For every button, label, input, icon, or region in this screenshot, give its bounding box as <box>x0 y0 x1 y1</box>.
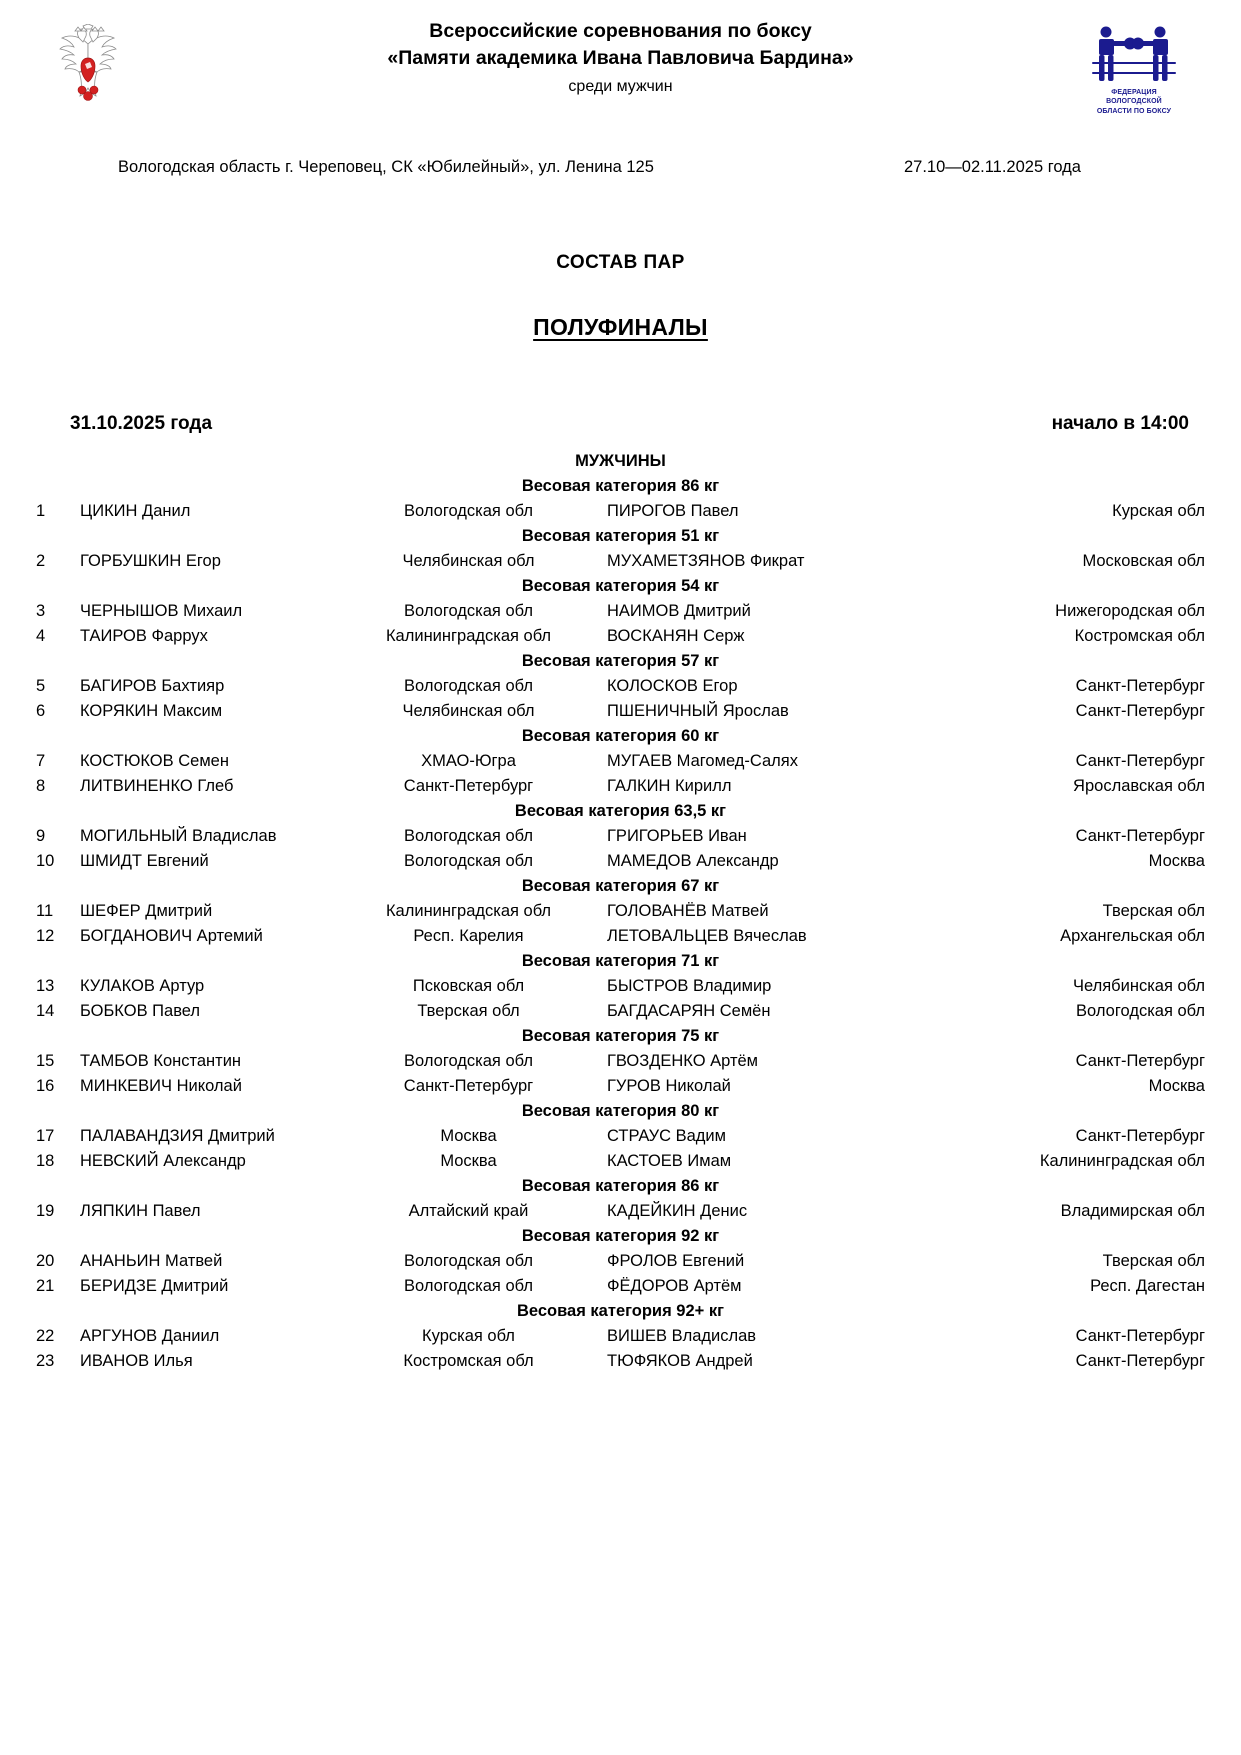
bout-number: 18 <box>36 1152 55 1170</box>
blue-corner-boxer-name: ВОСКАНЯН Серж <box>607 627 745 645</box>
blue-corner-boxer-name: ГРИГОРЬЕВ Иван <box>607 827 747 845</box>
bout-row <box>36 1074 1205 1099</box>
bout-list <box>0 474 1241 1374</box>
competition-subtitle: среди мужчин <box>568 78 673 95</box>
bout-row <box>36 924 1205 949</box>
federation-caption-line-3: ОБЛАСТИ ПО БОКСУ <box>1096 107 1172 115</box>
session-date: 31.10.2025 года <box>70 413 213 434</box>
weight-category-heading: Весовая категория 86 кг <box>521 477 720 495</box>
blue-corner-region: Тверская обл <box>1102 1252 1205 1270</box>
bout-number: 1 <box>36 502 46 520</box>
session-date-row <box>0 413 1241 441</box>
red-corner-boxer-name: ЛЯПКИН Павел <box>80 1202 201 1220</box>
bout-number: 2 <box>36 552 46 570</box>
blue-corner-region: Санкт-Петербург <box>1075 1127 1205 1145</box>
bout-row <box>36 849 1205 874</box>
blue-corner-boxer-name: ФЁДОРОВ Артём <box>607 1277 742 1295</box>
bout-number: 19 <box>36 1202 55 1220</box>
red-corner-region: Вологодская обл <box>404 1277 533 1295</box>
red-corner-boxer-name: МОГИЛЬНЫЙ Владислав <box>80 827 277 845</box>
blue-corner-boxer-name: ПШЕНИЧНЫЙ Ярослав <box>607 702 789 720</box>
red-corner-region: Вологодская обл <box>404 602 533 620</box>
red-corner-region: Челябинская обл <box>402 552 535 570</box>
bout-number: 20 <box>36 1252 55 1270</box>
bout-row <box>36 1199 1205 1224</box>
weight-category-heading: Весовая категория 60 кг <box>521 727 720 745</box>
red-corner-region: Респ. Карелия <box>413 927 524 945</box>
blue-corner-region: Вологодская обл <box>1076 1002 1205 1020</box>
red-corner-boxer-name: БЕРИДЗЕ Дмитрий <box>80 1277 229 1295</box>
blue-corner-region: Санкт-Петербург <box>1075 1352 1205 1370</box>
bout-row <box>36 1274 1205 1299</box>
session-start-time: начало в 14:00 <box>1051 413 1189 434</box>
blue-corner-boxer-name: НАИМОВ Дмитрий <box>607 602 751 620</box>
bout-number: 14 <box>36 1002 55 1020</box>
blue-corner-boxer-name: КАДЕЙКИН Денис <box>607 1202 748 1220</box>
red-corner-region: Санкт-Петербург <box>403 777 534 795</box>
red-corner-boxer-name: БОГДАНОВИЧ Артемий <box>80 927 263 945</box>
red-corner-region: Вологодская обл <box>404 827 533 845</box>
bout-row <box>36 1049 1205 1074</box>
bout-row <box>36 749 1205 774</box>
red-corner-boxer-name: ПАЛАВАНДЗИЯ Дмитрий <box>80 1127 275 1145</box>
bout-row <box>36 624 1205 649</box>
bout-row <box>36 1349 1205 1374</box>
weight-category-heading: Весовая категория 51 кг <box>521 527 720 545</box>
document-header <box>0 0 1241 136</box>
blue-corner-region: Москва <box>1148 1077 1205 1095</box>
red-corner-boxer-name: КУЛАКОВ Артур <box>80 977 205 995</box>
red-corner-boxer-name: ТАИРОВ Фаррух <box>80 627 208 645</box>
blue-corner-boxer-name: МУГАЕВ Магомед-Салях <box>607 752 798 770</box>
bout-number: 4 <box>36 627 46 645</box>
blue-corner-region: Санкт-Петербург <box>1075 677 1205 695</box>
blue-corner-boxer-name: ФРОЛОВ Евгений <box>607 1252 745 1270</box>
weight-category-heading: Весовая категория 92 кг <box>521 1227 720 1245</box>
bout-row <box>36 899 1205 924</box>
bout-number: 10 <box>36 852 55 870</box>
russian-federation-coat-of-arms-icon <box>52 24 124 110</box>
red-corner-region: Санкт-Петербург <box>403 1077 534 1095</box>
weight-category-heading: Весовая категория 63,5 кг <box>514 802 727 820</box>
red-corner-boxer-name: ТАМБОВ Константин <box>80 1052 242 1070</box>
red-corner-boxer-name: МИНКЕВИЧ Николай <box>80 1077 242 1095</box>
red-corner-region: Костромская обл <box>403 1352 534 1370</box>
blue-corner-region: Москва <box>1148 852 1205 870</box>
competition-title-line-1: Всероссийские соревнования по боксу <box>429 20 812 42</box>
blue-corner-region: Нижегородская обл <box>1055 602 1205 620</box>
bout-number: 16 <box>36 1077 55 1095</box>
gender-section-heading: МУЖЧИНЫ <box>575 452 666 470</box>
red-corner-region: Вологодская обл <box>404 502 533 520</box>
bout-number: 22 <box>36 1327 55 1345</box>
bout-row <box>36 1249 1205 1274</box>
bout-number: 8 <box>36 777 46 795</box>
bout-number: 5 <box>36 677 46 695</box>
red-corner-region: Вологодская обл <box>404 1052 533 1070</box>
stage-heading <box>0 314 1241 341</box>
red-corner-boxer-name: БОБКОВ Павел <box>80 1002 201 1020</box>
venue-dates: 27.10—02.11.2025 года <box>903 158 1081 176</box>
bout-number: 11 <box>36 902 54 920</box>
red-corner-region: Тверская обл <box>417 1002 520 1020</box>
bout-number: 6 <box>36 702 46 720</box>
bout-row <box>36 549 1205 574</box>
blue-corner-boxer-name: БЫСТРОВ Владимир <box>607 977 772 995</box>
blue-corner-region: Санкт-Петербург <box>1075 827 1205 845</box>
blue-corner-region: Тверская обл <box>1102 902 1205 920</box>
red-corner-boxer-name: ШЕФЕР Дмитрий <box>80 902 213 920</box>
blue-corner-region: Санкт-Петербург <box>1075 702 1205 720</box>
red-corner-boxer-name: ИВАНОВ Илья <box>80 1352 193 1370</box>
red-corner-region: Вологодская обл <box>404 852 533 870</box>
title-block <box>261 18 981 100</box>
blue-corner-boxer-name: МУХАМЕТЗЯНОВ Фикрат <box>607 552 805 570</box>
bout-number: 9 <box>36 827 46 845</box>
competition-title-line-2: «Памяти академика Ивана Павловича Бардина» <box>387 47 854 69</box>
red-corner-region: Курская обл <box>422 1327 515 1345</box>
weight-category-heading: Весовая категория 86 кг <box>521 1177 720 1195</box>
blue-corner-boxer-name: ГВОЗДЕНКО Артём <box>607 1052 759 1070</box>
weight-category-heading: Весовая категория 71 кг <box>521 952 720 970</box>
red-corner-boxer-name: БАГИРОВ Бахтияр <box>80 677 225 695</box>
red-corner-region: Алтайский край <box>408 1202 529 1220</box>
blue-corner-boxer-name: ГУРОВ Николай <box>607 1077 731 1095</box>
red-corner-region: Москва <box>440 1152 497 1170</box>
bout-row <box>36 1124 1205 1149</box>
red-corner-boxer-name: ШМИДТ Евгений <box>80 852 209 870</box>
red-corner-region: Москва <box>440 1127 497 1145</box>
red-corner-region: Калининградская обл <box>385 902 552 920</box>
bout-number: 23 <box>36 1352 55 1370</box>
weight-category-heading: Весовая категория 80 кг <box>521 1102 720 1120</box>
bout-row <box>36 674 1205 699</box>
blue-corner-boxer-name: ПИРОГОВ Павел <box>607 502 739 520</box>
weight-category-heading: Весовая категория 67 кг <box>521 877 720 895</box>
red-corner-boxer-name: ЛИТВИНЕНКО Глеб <box>80 777 234 795</box>
red-corner-region: Вологодская обл <box>404 677 533 695</box>
red-corner-boxer-name: ГОРБУШКИН Егор <box>80 552 221 570</box>
red-corner-boxer-name: ЧЕРНЫШОВ Михаил <box>80 602 243 620</box>
weight-category-heading: Весовая категория 57 кг <box>521 652 720 670</box>
venue-location: Вологодская область г. Череповец, СК «Юбилейный», ул. Ленина 125 <box>118 158 654 176</box>
blue-corner-boxer-name: КАСТОЕВ Имам <box>607 1152 732 1170</box>
weight-category-heading: Весовая категория 54 кг <box>521 577 720 595</box>
blue-corner-boxer-name: БАГДАСАРЯН Семён <box>607 1002 771 1020</box>
bout-number: 13 <box>36 977 55 995</box>
red-corner-region: Челябинская обл <box>402 702 535 720</box>
bout-number: 12 <box>36 927 55 945</box>
bout-row <box>36 499 1205 524</box>
blue-corner-region: Челябинская обл <box>1072 977 1205 995</box>
blue-corner-boxer-name: МАМЕДОВ Александр <box>607 852 779 870</box>
document-heading: СОСТАВ ПАР <box>556 252 685 273</box>
bout-row <box>36 1149 1205 1174</box>
federation-caption-line-1: ФЕДЕРАЦИЯ <box>1111 89 1157 96</box>
red-corner-region: Калининградская обл <box>385 627 552 645</box>
bout-number: 15 <box>36 1052 55 1070</box>
blue-corner-region: Калининградская обл <box>1039 1152 1205 1170</box>
stage-heading-text: ПОЛУФИНАЛЫ <box>533 314 708 340</box>
bout-row <box>36 599 1205 624</box>
bout-row <box>36 1324 1205 1349</box>
blue-corner-region: Московская обл <box>1082 552 1205 570</box>
blue-corner-boxer-name: ТЮФЯКОВ Андрей <box>607 1352 753 1370</box>
blue-corner-boxer-name: КОЛОСКОВ Егор <box>607 677 738 695</box>
blue-corner-region: Респ. Дагестан <box>1090 1277 1205 1295</box>
federation-caption-line-2: ВОЛОГОДСКОЙ <box>1106 98 1162 106</box>
blue-corner-boxer-name: ГАЛКИН Кирилл <box>607 777 732 795</box>
blue-corner-boxer-name: СТРАУС Вадим <box>607 1127 726 1145</box>
red-corner-region: Вологодская обл <box>404 1252 533 1270</box>
blue-corner-region: Курская обл <box>1112 502 1205 520</box>
weight-category-heading: Весовая категория 75 кг <box>521 1027 720 1045</box>
red-corner-boxer-name: АНАНЬИН Матвей <box>80 1252 223 1270</box>
blue-corner-region: Санкт-Петербург <box>1075 1052 1205 1070</box>
vologda-boxing-federation-logo <box>1079 22 1189 118</box>
bout-number: 17 <box>36 1127 55 1145</box>
bout-number: 21 <box>36 1277 55 1295</box>
blue-corner-region: Владимирская обл <box>1060 1202 1205 1220</box>
bout-row <box>36 999 1205 1024</box>
bout-number: 3 <box>36 602 46 620</box>
bout-row <box>36 824 1205 849</box>
red-corner-region: Псковская обл <box>412 977 525 995</box>
venue-row <box>0 158 1241 184</box>
blue-corner-region: Ярославская обл <box>1073 777 1205 795</box>
red-corner-region: ХМАО-Югра <box>421 752 516 770</box>
red-corner-boxer-name: АРГУНОВ Даниил <box>80 1327 220 1345</box>
red-corner-boxer-name: КОСТЮКОВ Семен <box>80 752 229 770</box>
blue-corner-region: Архангельская обл <box>1060 927 1205 945</box>
blue-corner-region: Костромская обл <box>1074 627 1205 645</box>
bout-row <box>36 974 1205 999</box>
blue-corner-boxer-name: ЛЕТОВАЛЬЦЕВ Вячеслав <box>607 927 807 945</box>
bout-row <box>36 774 1205 799</box>
red-corner-boxer-name: НЕВСКИЙ Александр <box>80 1152 246 1170</box>
red-corner-boxer-name: КОРЯКИН Максим <box>80 702 223 720</box>
blue-corner-region: Санкт-Петербург <box>1075 752 1205 770</box>
bout-number: 7 <box>36 752 46 770</box>
blue-corner-region: Санкт-Петербург <box>1075 1327 1205 1345</box>
blue-corner-boxer-name: ГОЛОВАНЁВ Матвей <box>607 902 769 920</box>
weight-category-heading: Весовая категория 92+ кг <box>516 1302 724 1320</box>
bout-row <box>36 699 1205 724</box>
blue-corner-boxer-name: ВИШЕВ Владислав <box>607 1327 757 1345</box>
red-corner-boxer-name: ЦИКИН Данил <box>80 502 191 520</box>
